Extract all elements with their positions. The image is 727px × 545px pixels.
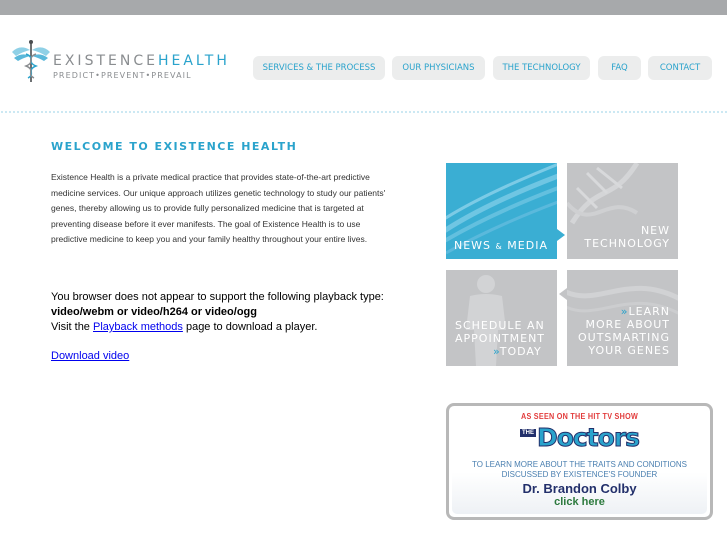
fallback-visit: Visit the xyxy=(51,321,90,333)
tile-learn-line4: YOUR GENES xyxy=(588,344,670,357)
tile-schedule-line2: APPOINTMENT xyxy=(455,332,546,345)
the-doctors-logo-text: Doctors xyxy=(536,423,640,452)
the-doctors-logo-the: THE xyxy=(521,430,534,436)
banner-blurb-line1: TO LEARN MORE ABOUT THE TRAITS AND CONDITIONS xyxy=(472,460,687,469)
tile-schedule-appointment[interactable] xyxy=(446,270,557,366)
tile-schedule-line3: TODAY xyxy=(499,345,542,358)
tile-news-label xyxy=(454,239,548,253)
playback-methods-link[interactable]: Playback methods xyxy=(93,321,183,333)
top-bar xyxy=(0,0,727,15)
tile-schedule-arrows: » xyxy=(493,345,500,358)
tile-tech-label xyxy=(584,224,670,250)
tile-learn-line3: OUTSMARTING xyxy=(578,331,670,344)
dotted-divider xyxy=(0,110,727,114)
banner-doctor-name: Dr. Brandon Colby xyxy=(522,481,637,496)
site-logo[interactable] xyxy=(10,38,230,84)
tile-tech-line2: TECHNOLOGY xyxy=(584,237,670,250)
tile-news-word2: MEDIA xyxy=(507,239,548,252)
the-doctors-banner[interactable] xyxy=(446,403,713,520)
intro-paragraph: Existence Health is a private medical practice that provides state-of-the-art predictive medicine services. Our unique approach utilizes genetic technology to study our patients' genes, thereby allowing us to provide fully personalized medicine that is targeted at preventing disease before it ever manifests. The goal of Existence Health is to use predictive medicine to keep you and your family healthy throughout your entire lives. xyxy=(51,172,386,245)
banner-blurb-line2: DISCUSSED BY EXISTENCE'S FOUNDER xyxy=(501,470,658,479)
brand-name-part2: HEALTH xyxy=(157,53,230,69)
tile-pointer-arrow-icon xyxy=(557,229,565,241)
banner-blurb xyxy=(452,460,707,480)
brand-tagline: PREDICT•PREVENT•PREVAIL xyxy=(53,71,192,80)
tile-learn-line1: LEARN xyxy=(628,305,670,318)
tile-learn-line2: MORE ABOUT xyxy=(585,318,670,331)
tile-learn-more[interactable] xyxy=(567,270,678,366)
brand-name-part1: EXISTENCE xyxy=(53,53,158,69)
fallback-line1: You browser does not appear to support the following playback type: xyxy=(51,291,384,303)
nav-contact[interactable]: CONTACT xyxy=(648,56,712,80)
nav-services-process[interactable]: SERVICES & THE PROCESS xyxy=(253,56,385,80)
nav-the-technology[interactable]: THE TECHNOLOGY xyxy=(493,56,590,80)
tile-learn-label xyxy=(578,305,670,357)
banner-click-here[interactable]: click here xyxy=(554,496,605,508)
tile-news-media[interactable] xyxy=(446,163,557,259)
tile-news-word1: NEWS xyxy=(454,239,492,252)
fallback-rest: page to download a player. xyxy=(185,321,318,333)
tile-schedule-line1: SCHEDULE AN xyxy=(455,319,545,332)
tile-tech-line1: NEW xyxy=(640,224,670,237)
tile-learn-arrows: » xyxy=(620,305,629,318)
tile-new-technology[interactable] xyxy=(567,163,678,259)
nav-our-physicians[interactable]: OUR PHYSICIANS xyxy=(392,56,485,80)
banner-panel xyxy=(452,409,707,514)
caduceus-dna-icon xyxy=(10,38,52,84)
video-fallback-message xyxy=(51,290,411,335)
tile-schedule-label xyxy=(455,319,545,358)
tile-news-ampersand: & xyxy=(495,242,503,251)
page-heading: WELCOME TO EXISTENCE HEALTH xyxy=(51,140,298,153)
banner-headline: AS SEEN ON THE HIT TV SHOW xyxy=(520,412,639,421)
fallback-types: video/webm or video/h264 or video/ogg xyxy=(51,306,257,318)
nav-faq[interactable]: FAQ xyxy=(598,56,641,80)
tile-pointer-arrow-left-icon xyxy=(559,288,567,300)
brand-name xyxy=(53,53,230,69)
the-doctors-logo xyxy=(452,423,707,455)
download-video-link[interactable]: Download video xyxy=(51,350,130,362)
